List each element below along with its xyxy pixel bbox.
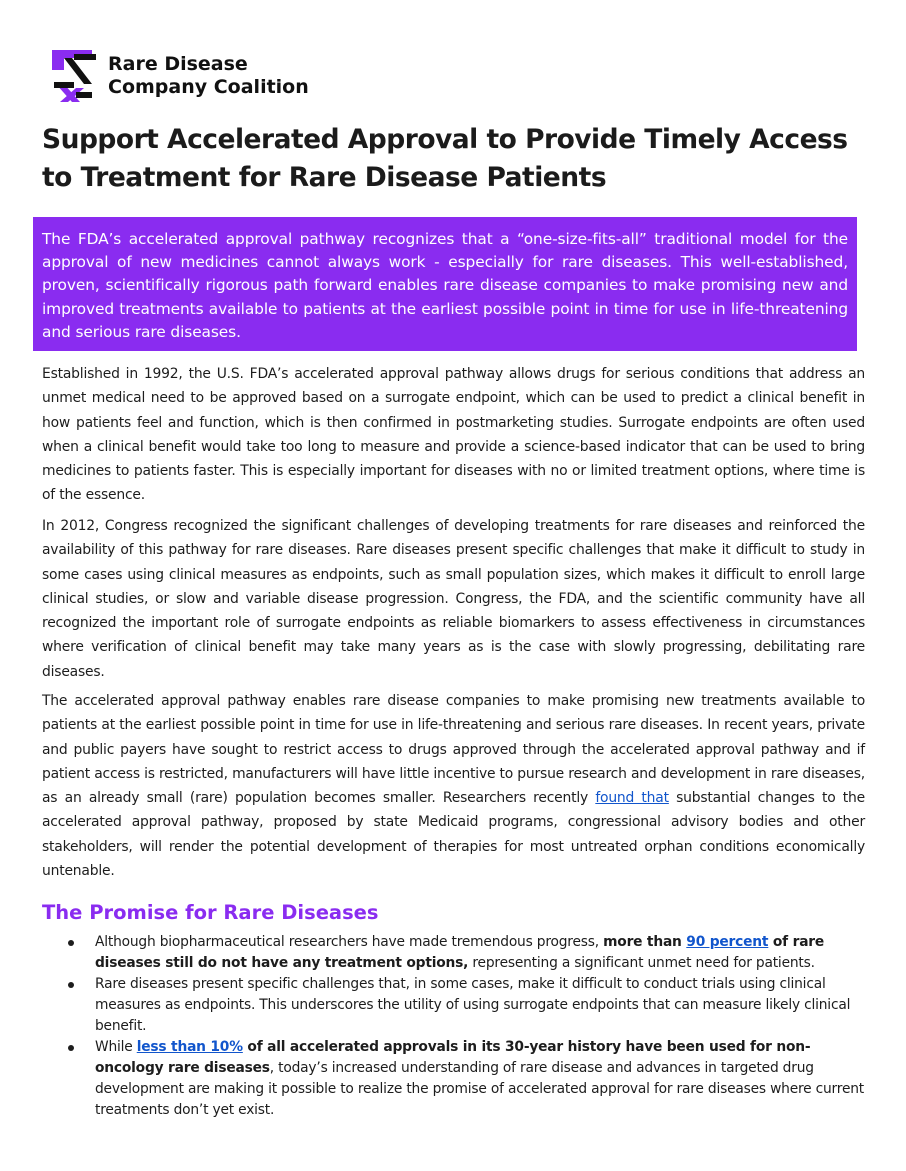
bullet-bold-text: of rare diseases still do not have any treatment options,: [95, 934, 825, 971]
brand-line-2: Company Coalition: [108, 76, 309, 98]
section-heading: The Promise for Rare Diseases: [42, 901, 379, 924]
bullet-icon: [68, 1045, 74, 1051]
list-item: [42, 974, 872, 1037]
less-than-ten-percent-link[interactable]: less than 10%: [136, 1039, 243, 1055]
rdcc-logo-icon: [50, 48, 98, 104]
list-item: [42, 1037, 872, 1121]
found-that-link[interactable]: found that: [595, 790, 669, 807]
bullet-text: Although biopharmaceutical researchers have made tremendous progress,: [95, 934, 604, 950]
page-title: Support Accelerated Approval to Provide Timely Access to Treatment for Rare Disease Patients: [42, 124, 848, 193]
bullet-text: representing a significant unmet need for patients.: [468, 955, 815, 971]
paragraph-history: Established in 1992, the U.S. FDA’s accelerated approval pathway allows drugs for serious conditions that address an unmet medical need to be approved based on a surrogate endpoint, which can be used to predict a clinical benefit in how patients feel and function, which is then confirmed in postmarketing studies. Surrogate endpoints are often used when a clinical benefit would take too long to measure and provide a science-based indicator that can be used to bring medicines to patients faster. This is especially important for diseases with no or limited treatment options, where time is of the essence.: [42, 366, 865, 504]
bullet-bold-text: more than: [603, 934, 687, 950]
header: [50, 48, 309, 104]
paragraph-congress: In 2012, Congress recognized the significant challenges of developing treatments for rare diseases and reinforced the availability of this pathway for rare diseases. Rare diseases present specific challenges that make it difficult to study in some cases using clinical measures as endpoints, such as small population sizes, which makes it difficult to enroll large clinical studies, or slow and variable disease progression. Congress, the FDA, and the scientific community have all recognized the important role of surrogate endpoints as reliable biomarkers to assess effectiveness in circumstances where verification of clinical benefit may take many years as is the case with slowly progressing, debilitating rare diseases.: [42, 518, 865, 680]
brand-name: [108, 53, 309, 99]
bullet-text: , today’s increased understanding of rare disease and advances in targeted drug development are making it possible to realize the promise of accelerated approval for rare diseases where current treatments don’t yet exist.: [95, 1060, 865, 1118]
bullet-bold-text: of all accelerated approvals in its 30-year history have been used for non-oncology rare diseases: [95, 1039, 811, 1076]
brand-line-1: Rare Disease: [108, 53, 248, 75]
bullet-icon: [68, 940, 74, 946]
paragraph-text: substantial changes to the accelerated approval pathway, proposed by state Medicaid programs, congressional advisory bodies and other stakeholders, will render the potential development of therapies for most untreated orphan conditions economically untenable.: [42, 790, 865, 880]
ninety-percent-link[interactable]: 90 percent: [686, 934, 769, 950]
paragraph-payers: [42, 689, 865, 883]
list-item: [42, 932, 872, 974]
intro-callout: The FDA’s accelerated approval pathway recognizes that a “one-size-fits-all” traditional model for the approval of new medicines cannot always work - especially for rare diseases. This well-established, proven, scientifically rigorous path forward enables rare disease companies to make promising new and improved treatments available to patients at the earliest possible point in time for use in life-threatening and serious rare diseases.: [33, 217, 857, 351]
paragraph-text: The accelerated approval pathway enables rare disease companies to make promising new treatments available to patients at the earliest possible point in time for use in life-threatening and serious rare diseases. In recent years, private and public payers have sought to restrict access to drugs approved through the accelerated approval pathway and if patient access is restricted, manufacturers will have little incentive to pursue research and development in rare diseases, as an already small (rare) population becomes smaller. Researchers recently: [42, 693, 866, 807]
bullet-list: [42, 932, 872, 1121]
bullet-icon: [68, 982, 74, 988]
bullet-text: Rare diseases present specific challenges that, in some cases, make it difficult to conduct trials using clinical measures as endpoints. This underscores the utility of using surrogate endpoints that can measure likely clinical benefit.: [95, 976, 851, 1034]
bullet-text: While: [95, 1039, 137, 1055]
